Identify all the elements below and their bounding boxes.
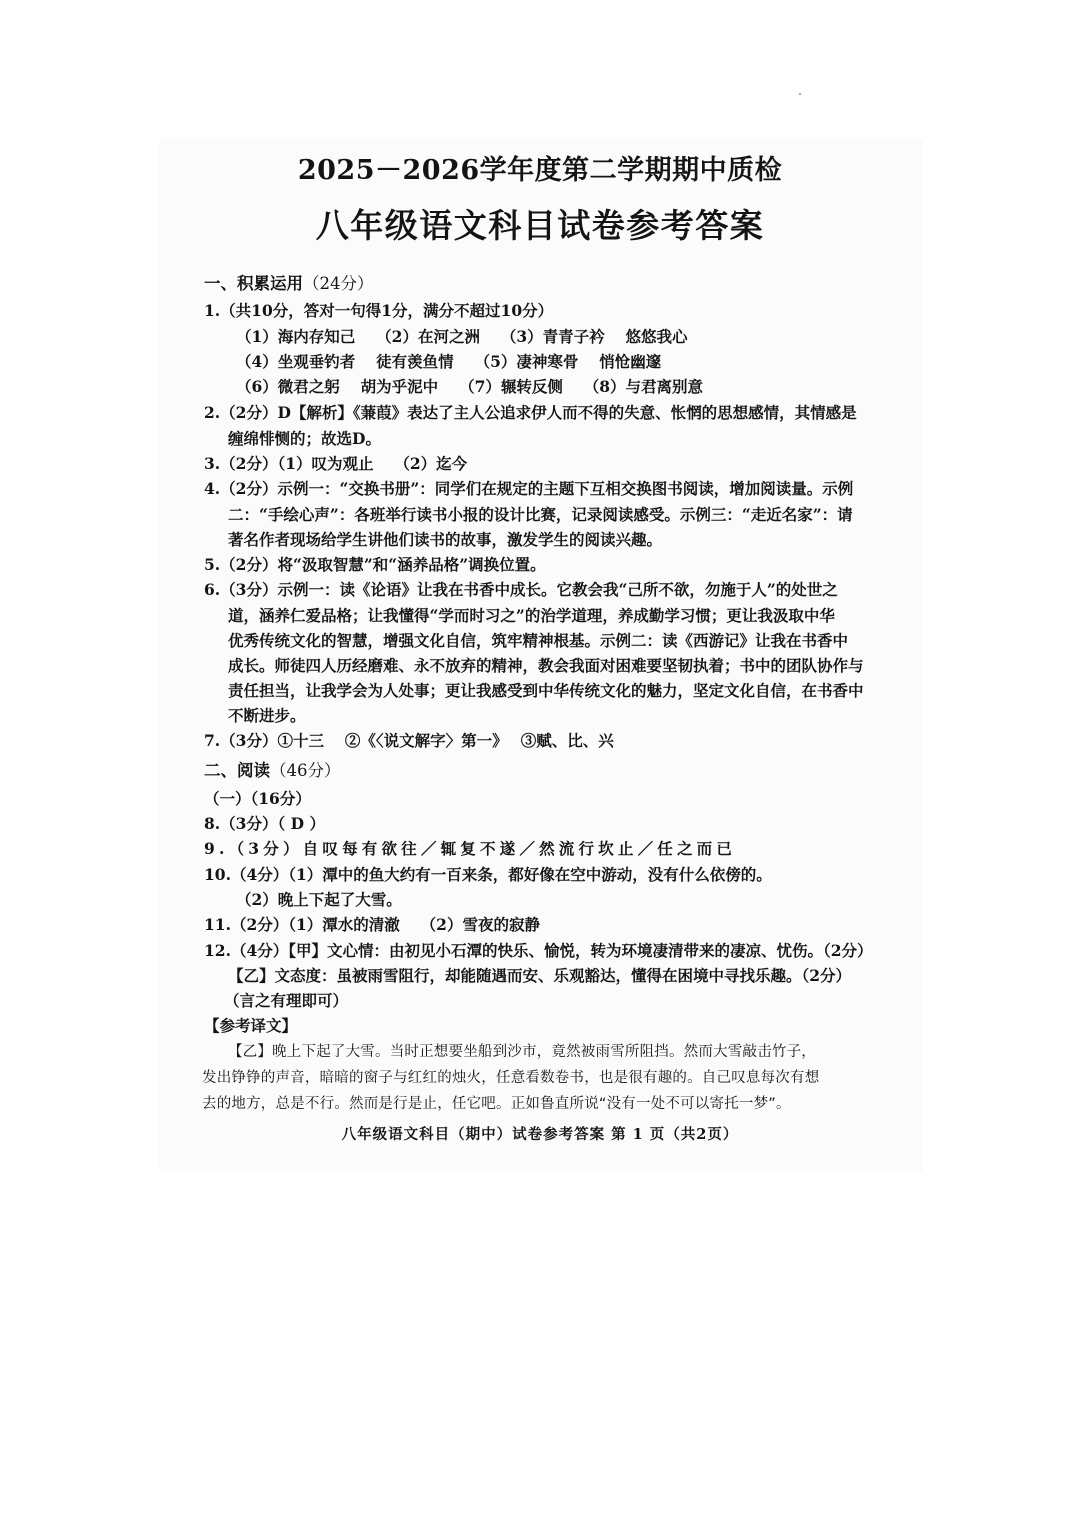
q7-line: 7.（3分）①十三 ②《〈说文解字〉第一》 ③赋、比、兴 — [204, 731, 614, 750]
translation-line-1: 【乙】晚上下起了大雪。当时正想要坐船到沙市，竟然被雨雪所阻挡。然而大雪敲击竹子， — [228, 1044, 816, 1060]
q12-line-1: 12.（4分）【甲】文心情：由初见小石潭的快乐、愉悦，转为环境凄清带来的凄凉、忧伤。（2分） — [204, 941, 873, 960]
q2-line-2: 缠绵悱恻的；故选D。 — [228, 429, 381, 448]
scan-speck — [799, 93, 801, 95]
q6-line-5: 责任担当，让我学会为人处事；更让我感受到中华传统文化的魅力，坚定文化自信，在书香中 — [228, 681, 864, 700]
q3-line: 3.（2分）（1）叹为观止 （2）迄今 — [204, 454, 468, 473]
q6-line-6: 不断进步。 — [228, 706, 306, 725]
section-2-heading — [204, 763, 341, 780]
q12-line-3: （言之有理即可） — [224, 991, 349, 1010]
q9-line: 9.（3分）自叹每有欲往／辄复不遂／然流行坎止／任之而已 — [204, 839, 737, 858]
q8-line: 8.（3分）（ D ） — [204, 814, 325, 833]
section-2-points: （46分） — [270, 761, 341, 780]
q10-line-2: （2）晚上下起了大雪。 — [236, 890, 402, 909]
q10-line-1: 10.（4分）（1）潭中的鱼大约有一百来条，都好像在空中游动，没有什么依傍的。 — [204, 865, 772, 884]
document-subtitle: 八年级语文科目试卷参考答案 — [315, 206, 765, 245]
q6-line-1: 6.（3分）示例一：读《论语》让我在书香中成长。它教会我“己所不欲，勿施于人”的处世之 — [204, 580, 838, 599]
q1-line-2: （1）海内存知己 （2）在河之洲 （3）青青子衿 悠悠我心 — [236, 327, 688, 346]
q1-line-3: （4）坐观垂钓者 徒有羡鱼情 （5）凄神寒骨 悄怆幽邃 — [236, 352, 662, 371]
q5-line: 5.（2分）将“汲取智慧”和“涵养品格”调换位置。 — [204, 555, 546, 574]
q4-line-3: 著名作者现场给学生讲他们读书的故事，激发学生的阅读兴趣。 — [228, 530, 663, 549]
translation-line-2: 发出铮铮的声音，暗暗的窗子与红红的烛火，任意看数卷书，也是很有趣的。自己叹息每次有想 — [202, 1070, 820, 1086]
section-1-heading — [204, 276, 374, 293]
q6-line-2: 道，涵养仁爱品格；让我懂得“学而时习之”的治学道理，养成勤学习惯；更让我汲取中华 — [228, 606, 835, 625]
q12-line-2: 【乙】文态度：虽被雨雪阻行，却能随遇而安、乐观豁达，懂得在困境中寻找乐趣。（2分） — [228, 966, 852, 985]
q6-line-4: 成长。师徒四人历经磨难、永不放弃的精神，教会我面对困难要坚韧执着；书中的团队协作与 — [228, 656, 864, 675]
q4-line-2: 二：“手绘心声”：各班举行读书小报的设计比赛，记录阅读感受。示例三：“走近名家”：请 — [228, 505, 853, 524]
section-2-title: 二、阅读 — [204, 761, 270, 780]
exam-title: 2025－2026学年度第二学期期中质检 — [297, 155, 783, 186]
q4-line-1: 4.（2分）示例一：“交换书册”：同学们在规定的主题下互相交换图书阅读，增加阅读量。示例 — [204, 479, 854, 498]
page-footer: 八年级语文科目（期中）试卷参考答案 第 1 页（共2页） — [341, 1126, 739, 1143]
reading-part-1-heading: （一）（16分） — [204, 789, 311, 808]
q2-line-1: 2.（2分）D【解析】《蒹葭》表达了主人公追求伊人而不得的失意、怅惘的思想感情，其情感是 — [204, 403, 857, 422]
translation-line-3: 去的地方，总是不行。然而是行是止，任它吧。正如鲁直所说“没有一处不可以寄托一梦”。 — [202, 1096, 791, 1112]
q6-line-3: 优秀传统文化的智慧，增强文化自信，筑牢精神根基。示例二：读《西游记》让我在书香中 — [228, 631, 849, 650]
translation-heading: 【参考译文】 — [204, 1016, 298, 1035]
q1-line-4: （6）微君之躬 胡为乎泥中 （7）辗转反侧 （8）与君离别意 — [236, 377, 704, 396]
section-1-title: 一、积累运用 — [204, 274, 303, 293]
section-1-points: （24分） — [303, 274, 374, 293]
q1-line-1: 1.（共10分，答对一句得1分，满分不超过10分） — [204, 301, 554, 320]
q11-line: 11.（2分）（1）潭水的清澈 （2）雪夜的寂静 — [204, 915, 540, 934]
